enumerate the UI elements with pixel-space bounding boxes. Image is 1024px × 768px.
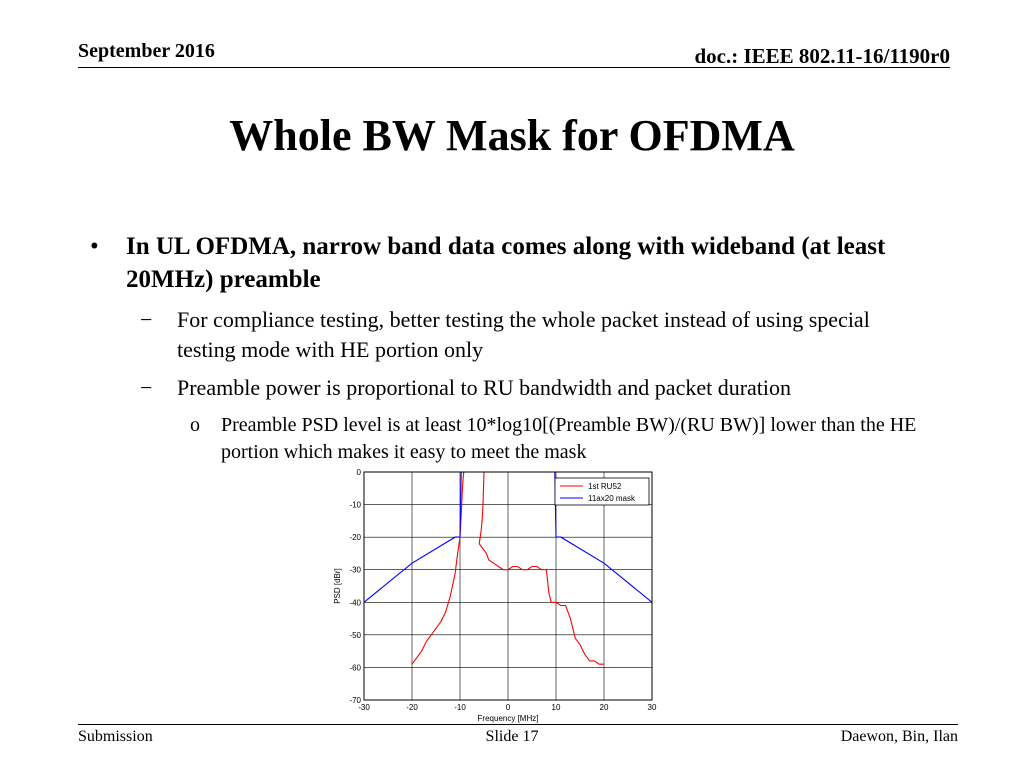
y-tick-label: -50: [349, 630, 361, 640]
y-tick-label: 0: [356, 468, 361, 477]
bullet-text: Preamble PSD level is at least 10*log10[(Preamble BW)/(RU BW)] lower than the HE portion which makes it easy to meet the mask: [221, 414, 917, 463]
dash-icon: −: [140, 307, 153, 332]
footer-divider: [78, 724, 958, 725]
header-date: September 2016: [78, 40, 215, 62]
bullet-dot-icon: •: [90, 233, 99, 260]
x-tick-label: 20: [599, 703, 609, 712]
psd-chart: [325, 466, 665, 726]
bullet-text: In UL OFDMA, narrow band data comes along with wideband (at least 20MHz) preamble: [126, 233, 886, 293]
y-tick-label: -30: [349, 565, 361, 575]
legend-label: 11ax20 mask: [588, 494, 635, 503]
x-tick-label: -10: [454, 703, 466, 712]
y-tick-label: -20: [349, 533, 361, 543]
x-tick-label: -30: [358, 703, 370, 712]
header-doc-id: doc.: IEEE 802.11-16/1190r0: [694, 44, 950, 68]
legend-label: 1st RU52: [588, 482, 622, 491]
dash-icon: −: [140, 375, 153, 400]
slide-title: Whole BW Mask for OFDMA: [229, 111, 795, 160]
y-tick-label: -70: [349, 696, 361, 705]
footer-slide-number: Slide 17: [485, 728, 539, 745]
x-tick-label: 10: [551, 703, 561, 712]
x-tick-label: -20: [406, 703, 418, 712]
x-tick-label: 0: [505, 703, 511, 712]
x-tick-label: 30: [647, 703, 657, 712]
header-divider: [78, 67, 950, 68]
bullet-text: Preamble power is proportional to RU bandwidth and packet duration: [177, 375, 792, 400]
bullet-text: For compliance testing, better testing the whole packet instead of using special testing mode with HE portion only: [177, 307, 870, 362]
footer-submission: Submission: [78, 728, 153, 745]
y-tick-label: -40: [349, 598, 361, 608]
footer-authors: Daewon, Bin, Ilan: [840, 728, 958, 745]
x-axis-label: Frequency [MHz]: [477, 714, 539, 723]
y-tick-label: -10: [349, 500, 361, 510]
y-axis-label: PSD [dBr]: [333, 568, 342, 604]
y-tick-label: -60: [349, 663, 361, 673]
circle-bullet-icon: o: [190, 414, 200, 436]
